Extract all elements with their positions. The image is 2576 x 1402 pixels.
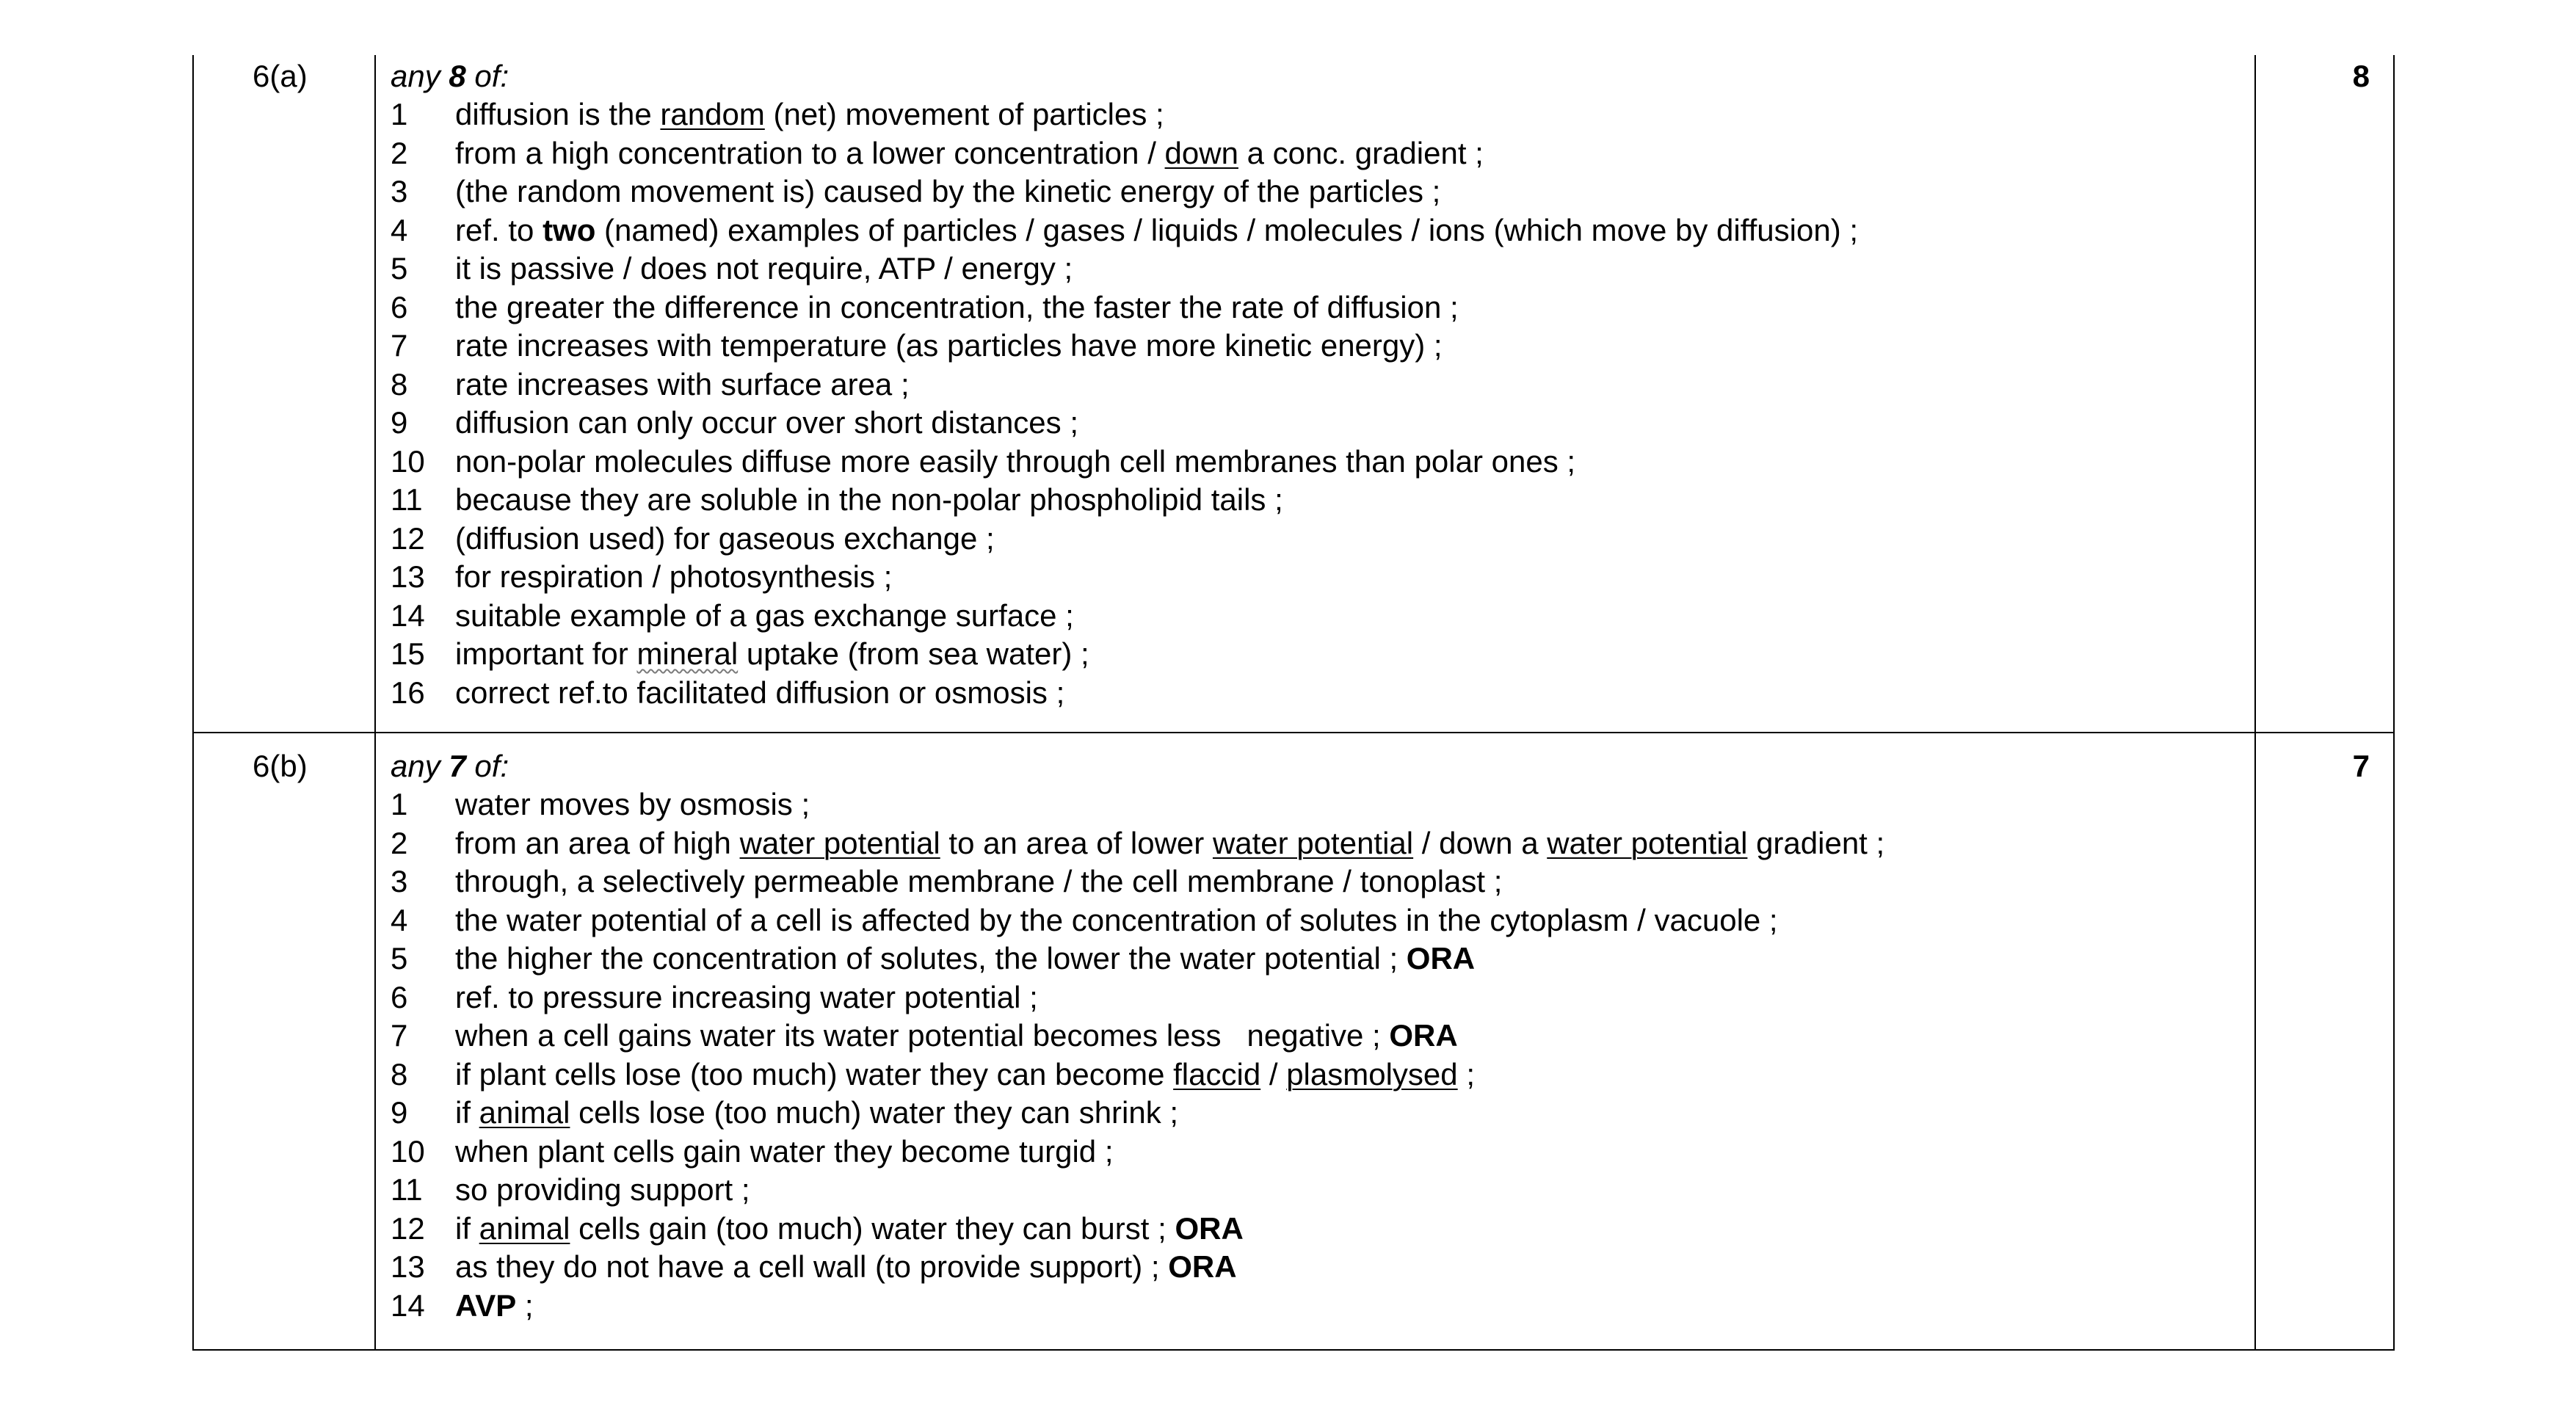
- marking-point: [391, 824, 2431, 863]
- point-number: 3: [391, 174, 408, 208]
- point-number: 8: [391, 1056, 408, 1092]
- point-text: to an area of lower: [940, 825, 1213, 860]
- marking-point: [391, 558, 2431, 597]
- marking-point: [391, 366, 2431, 404]
- point-number: 13: [391, 1249, 425, 1284]
- point-number: 10: [391, 1133, 425, 1169]
- point-text: when a cell gains water its water potential becomes less negative ;: [455, 1018, 1390, 1053]
- point-text-underlined: random: [660, 97, 765, 131]
- point-number: 14: [391, 1287, 425, 1323]
- points-list: [391, 785, 2431, 1325]
- marking-point: [391, 1210, 2431, 1249]
- point-text: cells gain (too much) water they can burst ;: [570, 1210, 1175, 1246]
- point-text: as they do not have a cell wall (to provide support) ;: [455, 1249, 1169, 1284]
- point-text: it is passive / does not require, ATP / energy ;: [455, 251, 1073, 286]
- table-left-border: [192, 55, 194, 1351]
- point-text: ref. to pressure increasing water potential ;: [455, 979, 1038, 1014]
- point-text-underlined: animal: [479, 1095, 570, 1130]
- answer-lead: [391, 747, 2431, 785]
- table-bottom-border: [192, 1349, 2395, 1351]
- marking-point: [391, 288, 2431, 327]
- point-text: a conc. gradient ;: [1238, 135, 1484, 170]
- point-number: 11: [391, 1172, 423, 1207]
- point-text: (net) movement of particles ;: [764, 97, 1164, 131]
- answer-block: [391, 57, 2431, 712]
- point-number: 15: [391, 636, 425, 671]
- point-text: ref. to: [455, 212, 543, 247]
- point-text: (diffusion used) for gaseous exchange ;: [455, 520, 995, 556]
- point-text: ;: [516, 1287, 534, 1323]
- point-text: when plant cells gain water they become turgid ;: [455, 1133, 1114, 1169]
- marking-point: [391, 211, 2431, 250]
- point-text: the water potential of a cell is affected by the concentration of solutes in the cytoplasm / vacuole ;: [455, 902, 1778, 937]
- marking-point: [391, 443, 2431, 482]
- point-number: 13: [391, 559, 425, 594]
- marking-point: [391, 404, 2431, 443]
- point-text: (the random movement is) caused by the kinetic energy of the particles ;: [455, 174, 1441, 208]
- lead-any: any: [391, 59, 440, 93]
- marking-point: [391, 862, 2431, 901]
- point-number: 7: [391, 1018, 408, 1053]
- point-text: correct ref.to facilitated diffusion or osmosis ;: [455, 675, 1065, 710]
- point-text-underlined: animal: [479, 1210, 570, 1246]
- answer-block: [391, 747, 2431, 1325]
- mark-scheme-table: [192, 55, 2395, 1351]
- point-text: / down a: [1413, 825, 1548, 860]
- marks-value: 7: [2352, 749, 2370, 783]
- marking-point: [391, 1017, 2431, 1056]
- point-number: 4: [391, 902, 408, 937]
- point-number: 6: [391, 289, 408, 324]
- point-number: 12: [391, 1210, 425, 1246]
- point-number: 10: [391, 443, 425, 479]
- point-text: diffusion can only occur over short distances ;: [455, 405, 1079, 440]
- answer-lead: [391, 57, 2431, 95]
- marking-point: [391, 1133, 2431, 1172]
- marking-point: [391, 172, 2431, 211]
- point-number: 5: [391, 251, 408, 286]
- point-text: non-polar molecules diffuse more easily through cell membranes than polar ones ;: [455, 443, 1576, 479]
- point-text: diffusion is the: [455, 97, 661, 131]
- lead-count: 7: [449, 749, 466, 783]
- point-number: 7: [391, 328, 408, 363]
- point-text: gradient ;: [1747, 825, 1885, 860]
- point-text: the greater the difference in concentration, the faster the rate of diffusion ;: [455, 289, 1459, 324]
- point-number: 4: [391, 212, 408, 247]
- point-text: if: [455, 1095, 479, 1130]
- point-text: important for: [455, 636, 637, 671]
- point-number: 1: [391, 97, 408, 131]
- marking-point: [391, 940, 2431, 978]
- point-number: 16: [391, 675, 425, 710]
- marking-point: [391, 901, 2431, 940]
- point-text: water moves by osmosis ;: [455, 787, 810, 821]
- point-number: 3: [391, 864, 408, 898]
- point-number: 2: [391, 825, 408, 860]
- lead-any: any: [391, 749, 440, 783]
- marking-point: [391, 1287, 2431, 1326]
- point-text: if: [455, 1210, 479, 1246]
- point-text: (named) examples of particles / gases / liquids / molecules / ions (which move by diffusion) ;: [595, 212, 1859, 247]
- row-divider: [192, 732, 2395, 733]
- marking-point: [391, 1248, 2431, 1287]
- point-text: ;: [1457, 1056, 1475, 1092]
- marking-point: [391, 250, 2431, 288]
- point-text-underlined: water potential: [1212, 825, 1414, 860]
- point-text-bold: ORA: [1175, 1210, 1244, 1246]
- marking-point: [391, 1056, 2431, 1094]
- point-text: /: [1260, 1056, 1287, 1092]
- point-number: 14: [391, 598, 425, 633]
- marking-point: [391, 1094, 2431, 1133]
- point-text: rate increases with surface area ;: [455, 366, 910, 402]
- point-text: from a high concentration to a lower concentration /: [455, 135, 1165, 170]
- point-text: uptake (from sea water) ;: [738, 636, 1089, 671]
- points-list: [391, 95, 2431, 712]
- point-text-underlined: water potential: [1547, 825, 1748, 860]
- point-number: 6: [391, 979, 408, 1014]
- point-number: 12: [391, 520, 425, 556]
- point-text-bold: ORA: [1168, 1249, 1237, 1284]
- point-text-underlined: flaccid: [1173, 1056, 1261, 1092]
- point-text: through, a selectively permeable membrane / the cell membrane / tonoplast ;: [455, 864, 1503, 898]
- lead-count: 8: [449, 59, 466, 93]
- point-text-bold: ORA: [1389, 1018, 1458, 1053]
- point-text: for respiration / photosynthesis ;: [455, 559, 893, 594]
- question-number: 6(a): [253, 59, 308, 93]
- lead-of: of:: [474, 749, 509, 783]
- point-number: 9: [391, 1095, 408, 1130]
- point-text-bold: two: [543, 212, 596, 247]
- marking-point: [391, 597, 2431, 636]
- marking-point: [391, 481, 2431, 520]
- point-number: 2: [391, 135, 408, 170]
- point-text: the higher the concentration of solutes, the lower the water potential ;: [455, 941, 1407, 976]
- point-text-bold: ORA: [1406, 941, 1476, 976]
- point-text: from an area of high: [455, 825, 740, 860]
- point-number: 9: [391, 405, 408, 440]
- marking-point: [391, 674, 2431, 713]
- point-number: 1: [391, 787, 408, 821]
- point-text: because they are soluble in the non-polar phospholipid tails ;: [455, 482, 1283, 517]
- point-number: 8: [391, 366, 408, 402]
- marking-point: [391, 134, 2431, 173]
- point-text-underlined: mineral: [636, 636, 739, 671]
- point-number: 11: [391, 482, 423, 517]
- point-text-underlined: down: [1164, 135, 1238, 170]
- marking-point: [391, 635, 2431, 674]
- point-text-bold: AVP: [455, 1287, 517, 1323]
- point-text: suitable example of a gas exchange surface ;: [455, 598, 1074, 633]
- point-text-underlined: water potential: [739, 825, 940, 860]
- marking-point: [391, 520, 2431, 559]
- marks-value: 8: [2352, 59, 2370, 93]
- point-text: cells lose (too much) water they can shrink ;: [570, 1095, 1179, 1130]
- marking-point: [391, 95, 2431, 134]
- marking-point: [391, 978, 2431, 1017]
- lead-of: of:: [474, 59, 509, 93]
- marking-point: [391, 327, 2431, 366]
- question-column-divider: [374, 55, 376, 1351]
- question-number: 6(b): [253, 749, 308, 783]
- point-text: if plant cells lose (too much) water they can become: [455, 1056, 1174, 1092]
- point-text: so providing support ;: [455, 1172, 750, 1207]
- point-text: rate increases with temperature (as particles have more kinetic energy) ;: [455, 328, 1443, 363]
- point-number: 5: [391, 941, 408, 976]
- point-text-underlined: plasmolysed: [1286, 1056, 1458, 1092]
- marking-point: [391, 785, 2431, 824]
- marking-point: [391, 1171, 2431, 1210]
